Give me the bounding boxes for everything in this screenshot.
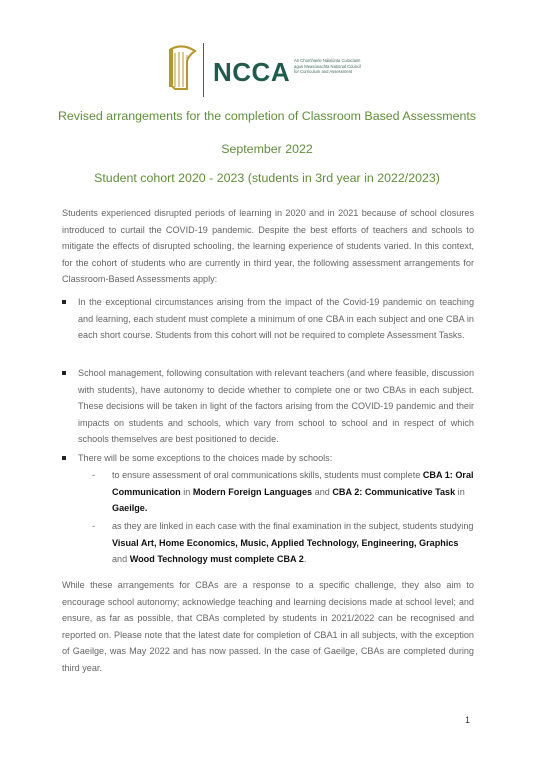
emphasis-wood-tech: Wood Technology must complete CBA 2 xyxy=(129,554,304,565)
bullet-text: School management, following consultation with relevant teachers (and where feasible, discussion with students), have autonomy to decide whether to complete one or two CBAs in each subject. These decisions will be taken in light of the factors arising from the COVID-19 pandemic and their impacts on students and schools, which vary from school to school and in respect of which schools themselves are best positioned to decide. xyxy=(78,368,474,445)
document-title: Revised arrangements for the completion of Classroom Based Assessments xyxy=(57,109,477,123)
ncca-logo xyxy=(155,37,375,115)
dash-marker: - xyxy=(92,470,96,480)
bullet-square-icon xyxy=(62,371,66,375)
text-run: . xyxy=(303,554,307,565)
sub-bullet-text xyxy=(112,467,476,517)
emphasis-subjects: Visual Art, Home Economics, Music, Applied Technology, Engineering, Graphics xyxy=(112,537,459,548)
closing-paragraph: While these arrangements for CBAs are a response to a specific challenge, they also aim to encourage school autonomy; acknowledge teaching and learning decisions made at school level; and ensure, as far as possible, that CBAs completed by students in 2021/2022 can be recognised and reported on. Please note that the latest date for completion of CBA1 in all subjects, with the exception of Gaeilge, was May 2022 and has now passed. In the case of Gaeilge, CBAs are completed during third year. xyxy=(62,580,474,673)
bullet-square-icon xyxy=(62,300,66,304)
logo-text: NCCA xyxy=(213,57,291,87)
text-run: and xyxy=(312,486,333,497)
document-date: September 2022 xyxy=(221,142,313,156)
sub-bullet-text xyxy=(112,518,476,568)
logo-subtext: An Chomhairle Náisiúnta Curaclaim agus Measúnachta National Council for Curriculum and Assessment xyxy=(294,58,362,74)
bullet-text: In the exceptional circumstances arising from the impact of the Covid-19 pandemic on teaching and learning, each student must complete a minimum of one CBA in each subject and one CBA in each short course. Students from this cohort will not be required to complete Assessment Tasks. xyxy=(78,297,474,341)
bullet-square-icon xyxy=(62,456,66,460)
text-run: as they are linked in each case with the final examination in the subject, students studying xyxy=(112,521,474,531)
harp-icon xyxy=(165,45,201,93)
text-run: in xyxy=(180,486,193,497)
text-run: to ensure assessment of oral communications skills, students must complete xyxy=(112,470,423,480)
text-run: in xyxy=(455,486,465,497)
page-number: 1 xyxy=(465,715,471,725)
emphasis-cba1: CBA 1: Oral Communication xyxy=(112,470,474,497)
text-run: and xyxy=(112,554,130,565)
intro-paragraph: Students experienced disrupted periods of learning in 2020 and in 2021 because of school closures introduced to curtail the COVID-19 pandemic. Despite the best efforts of teachers and schools to mitigate the effects of disrupted schooling, the learning experience of students varied. In this context, for the cohort of students who are currently in third year, the following assessment arrangements for Classroom-Based Assessments apply: xyxy=(62,208,474,285)
emphasis-cba2: CBA 2: Communicative Task xyxy=(332,486,456,497)
dash-marker: - xyxy=(92,521,96,531)
cohort-heading: Student cohort 2020 - 2023 (students in 3rd year in 2022/2023) xyxy=(94,171,440,185)
sub-bullet-oral xyxy=(92,467,476,517)
bullet-item xyxy=(62,450,474,467)
emphasis-mfl: Modern Foreign Languages xyxy=(192,486,313,497)
logo-divider xyxy=(203,43,204,97)
bullet-item xyxy=(62,294,474,344)
bullet-text: There will be some exceptions to the choices made by schools: xyxy=(78,453,333,463)
sub-bullet-linked-exams xyxy=(92,518,476,568)
emphasis-gaeilge: Gaeilge. xyxy=(112,503,148,514)
bullet-item xyxy=(62,365,474,448)
